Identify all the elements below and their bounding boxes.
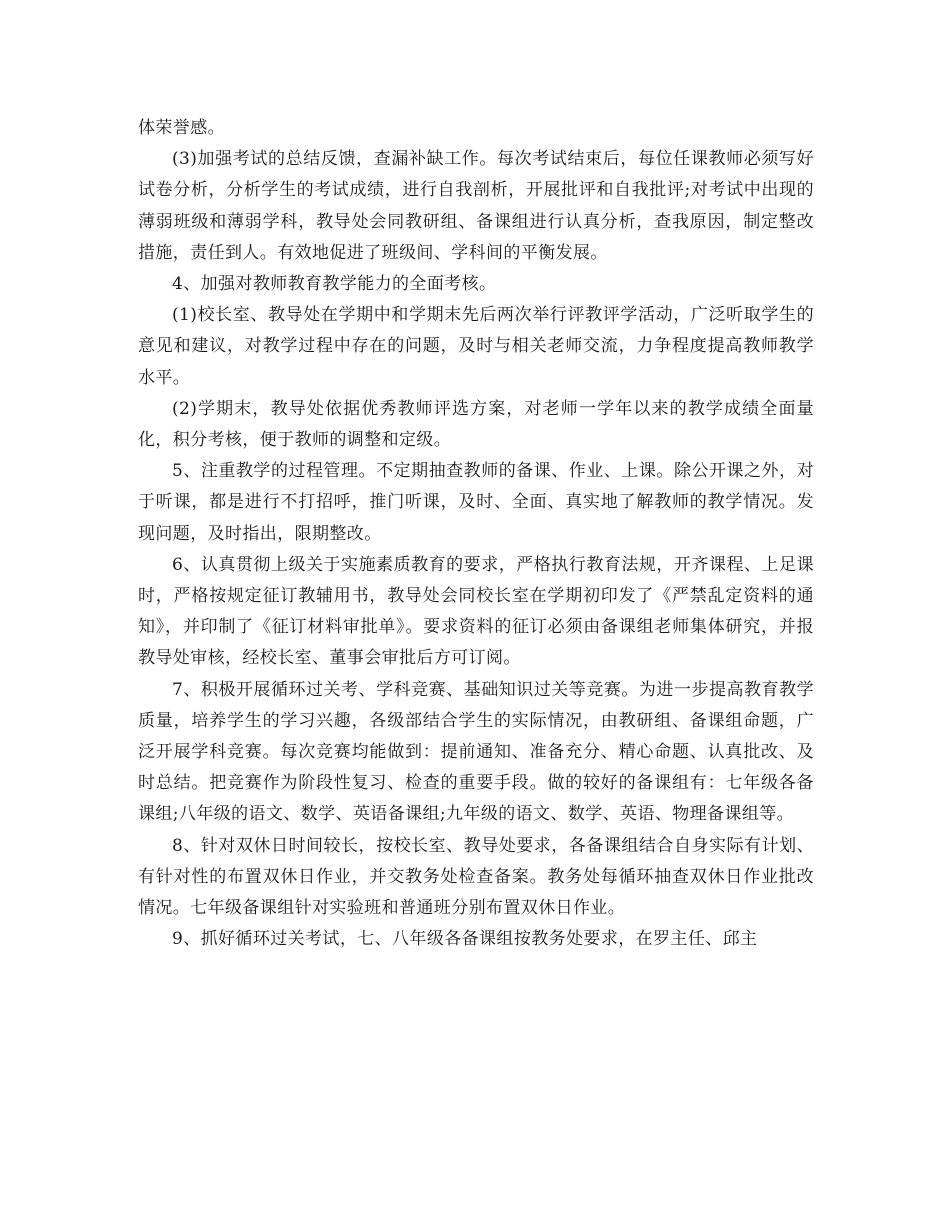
paragraph-heading-9: 9、抓好循环过关考试，七、八年级各备课组按教务处要求，在罗主任、邱主 <box>172 929 758 950</box>
paragraph-exam-feedback: (3)加强考试的总结反馈，查漏补缺工作。每次考试结束后，每位任课教师必须写好试卷分析，分析学生的考试成绩，进行自我剖析，开展批评和自我批评;对考试中出现的薄弱班级和薄弱学科，教导处会同教研组、备课组进行认真分析，查我原因，制定整改措施，责任到人。有效地促进了班级间、学科间的平衡发展。 <box>138 149 814 263</box>
paragraph-continued: 体荣誉感。 <box>138 118 225 138</box>
paragraph-term-end-assessment: (2)学期末，教导处依据优秀教师评选方案，对老师一学年以来的教学成绩全面量化，积分考核，便于教师的调整和定级。 <box>138 398 814 451</box>
paragraph-heading-6: 6、认真贯彻上级关于实施素质教育的要求，严格执行教育法规，开齐课程、上足课时，严格按规定征订教辅用书，教导处会同校长室在学期初印发了《严禁乱定资料的通知》，并印制了《征订材料审批单》。要求资料的征订必须由备课组老师集体研究，并报教导处审核，经校长室、董事会审批后方可订阅。 <box>138 554 814 669</box>
paragraph-heading-5: 5、注重教学的过程管理。不定期抽查教师的备课、作业、上课。除公开课之外，对于听课，都是进行不打招呼，推门听课，及时、全面、真实地了解教师的教学情况。发现问题，及时指出，限期整改。 <box>138 461 814 544</box>
paragraph-heading-4: 4、加强对教师教育教学能力的全面考核。 <box>172 274 497 295</box>
paragraph-heading-8: 8、针对双休日时间较长，按校长室、教导处要求，各备课组结合自身实际有计划、有针对性的布置双休日作业，并交教务处检查备案。教务处每循环抽查双休日作业批改情况。七年级备课组针对实验班和普通班分别布置双休日作业。 <box>138 835 814 919</box>
paragraph-heading-7: 7、积极开展循环过关考、学科竞赛、基础知识过关等竞赛。为进一步提高教育教学质量，培养学生的学习兴趣，各级部结合学生的实际情况，由教研组、备课组命题，广泛开展学科竞赛。每次竞赛均能做到：提前通知、准备充分、精心命题、认真批改、及时总结。把竞赛作为阶段性复习、检查的重要手段。做的较好的备课组有：七年级各备课组;八年级的语文、数学、英语备课组;九年级的语文、数学、英语、物理备课组等。 <box>138 679 814 825</box>
paragraph-evaluation-activity: (1)校长室、教导处在学期中和学期末先后两次举行评教评学活动，广泛听取学生的意见和建议，对教学过程中存在的问题，及时与相关老师交流，力争程度提高教师教学水平。 <box>138 305 814 388</box>
document-body <box>138 113 814 955</box>
